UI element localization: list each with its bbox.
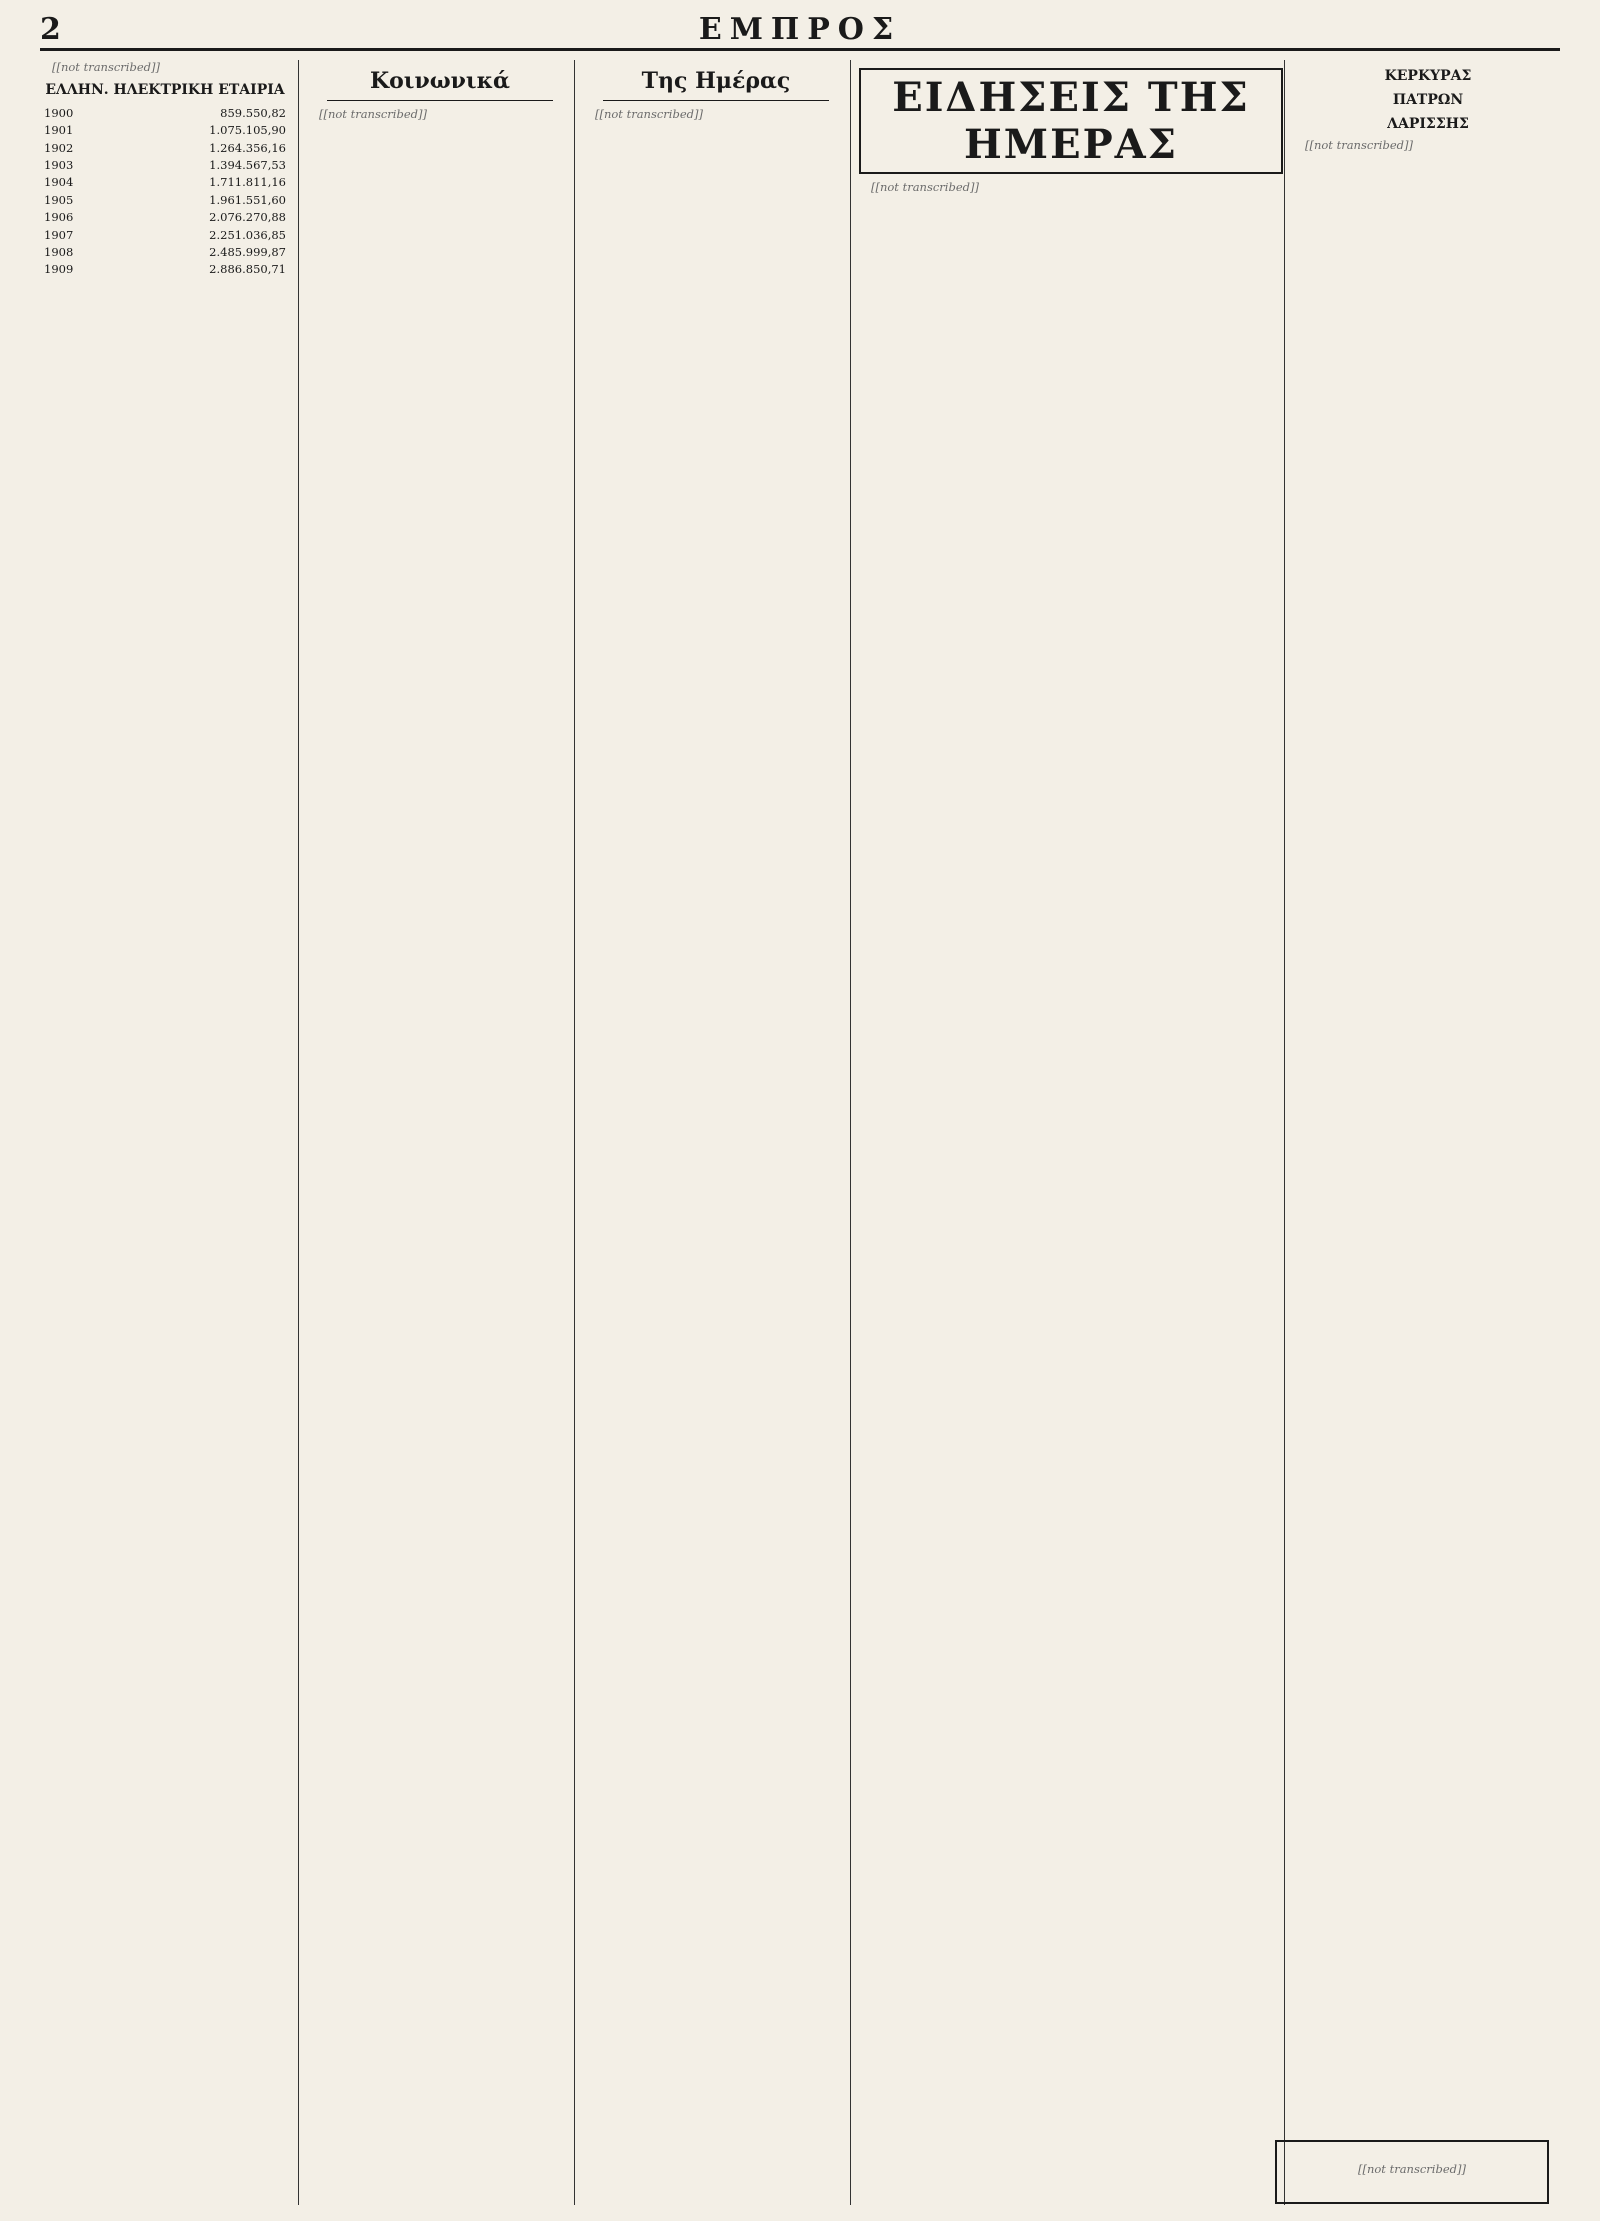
table-value-cell: 1.711.811,16 <box>209 175 286 190</box>
table-row <box>40 192 290 209</box>
table-value-cell: 1.961.551,60 <box>209 192 286 207</box>
revenue-table <box>40 105 290 279</box>
column-2-heading: Κοινωνικά <box>370 68 510 94</box>
table-year-cell: 1905 <box>44 192 74 207</box>
table-row <box>40 140 290 157</box>
column-2 <box>298 60 573 2205</box>
table-year-cell: 1908 <box>44 245 74 260</box>
column-2-rule <box>327 100 553 101</box>
table-year-cell: 1909 <box>44 262 74 277</box>
column-5 <box>1284 60 1563 2205</box>
column-3 <box>574 60 849 2205</box>
table-row <box>40 209 290 226</box>
page-number: 2 <box>40 12 61 47</box>
table-year-cell: 1901 <box>44 123 74 138</box>
table-value-cell: 2.886.850,71 <box>209 262 286 277</box>
footer-stamp <box>1275 2140 1549 2204</box>
paper-name: ΕΜΠΡΟΣ <box>698 12 902 47</box>
column-2-body: [[not transcribed]] <box>319 107 427 121</box>
column-4-heading: ΕΙΔΗΣΕΙΣ ΤΗΣ ΗΜΕΡΑΣ <box>859 68 1283 174</box>
table-row <box>40 244 290 261</box>
table-value-cell: 1.264.356,16 <box>209 140 286 155</box>
column-3-rule <box>603 100 829 101</box>
table-value-cell: 859.550,82 <box>220 105 286 120</box>
table-year-cell: 1904 <box>44 175 74 190</box>
column-1-body: [[not transcribed]] <box>52 60 160 74</box>
column-5-heading-3: ΛΑΡΙΣΣΗΣ <box>1387 116 1469 132</box>
column-3-body: [[not transcribed]] <box>595 107 703 121</box>
column-3-heading: Της Ημέρας <box>641 68 791 94</box>
table-row <box>40 105 290 122</box>
table-value-cell: 2.251.036,85 <box>209 227 286 242</box>
footer-stamp-text: [[not transcribed]] <box>1358 2162 1466 2176</box>
column-5-heading-1: ΚΕΡΚΥΡΑΣ <box>1384 68 1472 84</box>
table-value-cell: 1.394.567,53 <box>209 158 286 173</box>
table-value-cell: 2.076.270,88 <box>209 210 286 225</box>
column-1 <box>40 60 290 2205</box>
table-title: ΕΛΛΗΝ. ΗΛΕΚΤΡΙΚΗ ΕΤΑΙΡΙΑ <box>45 82 285 99</box>
column-4-body: [[not transcribed]] <box>871 180 979 194</box>
table-row <box>40 122 290 139</box>
table-year-cell: 1902 <box>44 140 74 155</box>
table-year-cell: 1900 <box>44 105 74 120</box>
table-year-cell: 1907 <box>44 227 74 242</box>
table-row <box>40 261 290 278</box>
table-value-cell: 1.075.105,90 <box>209 123 286 138</box>
masthead <box>40 12 1560 51</box>
table-value-cell: 2.485.999,87 <box>209 245 286 260</box>
table-year-cell: 1906 <box>44 210 74 225</box>
table-year-cell: 1903 <box>44 158 74 173</box>
column-4 <box>850 60 1283 2205</box>
table-row <box>40 157 290 174</box>
table-row <box>40 227 290 244</box>
table-row <box>40 174 290 191</box>
column-5-body: [[not transcribed]] <box>1305 138 1413 152</box>
column-5-heading-2: ΠΑΤΡΩΝ <box>1392 92 1464 108</box>
